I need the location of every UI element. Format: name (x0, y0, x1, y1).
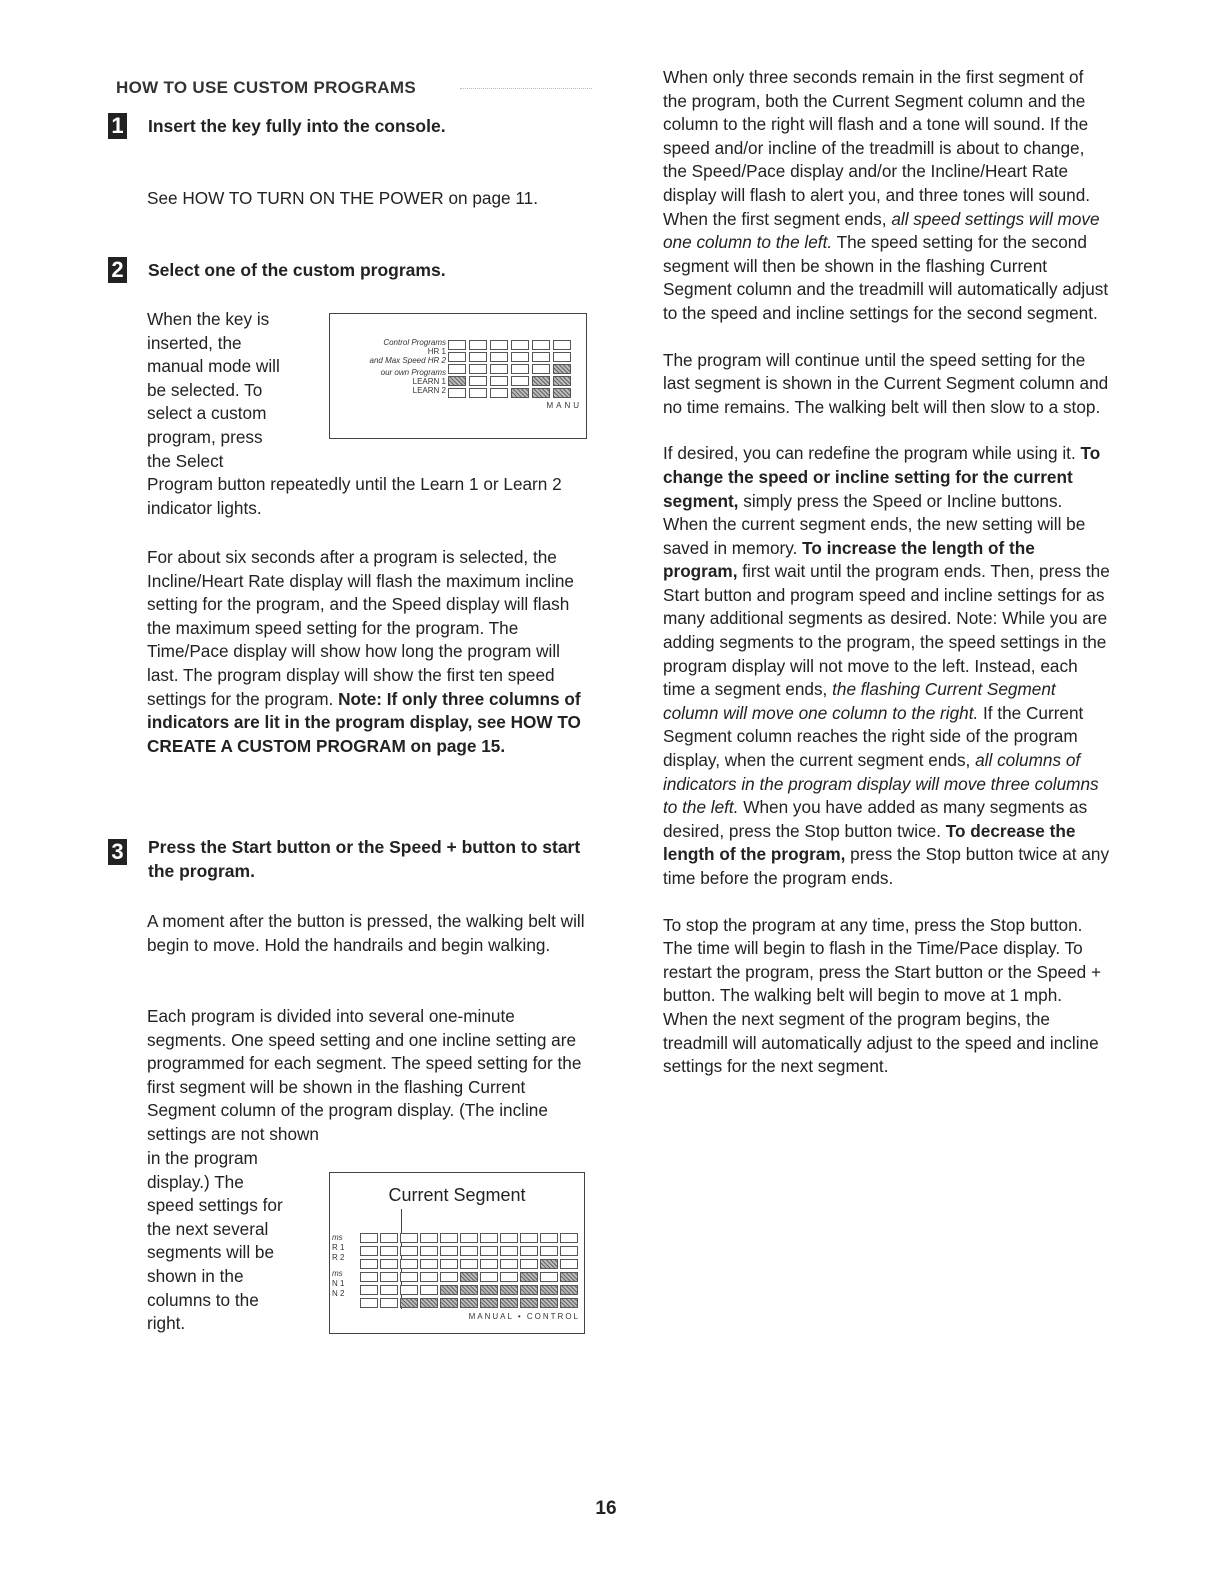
figure-2-label: N 1 (332, 1279, 345, 1288)
heading-rule (460, 88, 592, 89)
figure-2-label: N 2 (332, 1289, 345, 1298)
step-2-note: Note: If only three columns of indicators are lit in the program display, see HOW TO CREATE A CUSTOM PROGRAM on page 15. (147, 688, 581, 756)
right-paragraph-1 (663, 66, 1111, 326)
wrap-line: in the program (147, 1148, 258, 1168)
wrap-line: manual mode will (147, 356, 280, 377)
wrap-line: inserted, the (147, 332, 242, 353)
wrap-line: right. (147, 1313, 186, 1334)
figure-1-row (448, 340, 571, 350)
text: When only three seconds remain in the first segment of the program, both the Current Segment column and the column to the right will flash and a tone will sound. If the speed and/or incline of the treadmill is about to change, the Speed/Pace display and/or the Incline/Heart Rate display will flash to alert you, and three tones will sound. When the first segment ends, (663, 67, 1091, 229)
italic-text: all speed settings will move one column to the left. (663, 208, 1100, 253)
step-2-title: Select one of the custom programs. (148, 260, 446, 280)
figure-1-label: our own Programs (380, 368, 446, 377)
wrap-line: speed settings for (147, 1195, 283, 1216)
figure-1-label: LEARN 1 (412, 377, 446, 386)
wrap-line: select a custom (147, 403, 267, 424)
right-column (663, 66, 1111, 1079)
step-2-wrap-text (147, 308, 322, 473)
figure-1-label: Control Programs (383, 338, 446, 347)
wrap-line: display.) The (147, 1171, 244, 1192)
wrap-line: the Select (147, 450, 224, 471)
italic-text: all columns of indicators in the program display will move three columns to the left. (663, 750, 1099, 818)
wrap-line: shown in the (147, 1265, 244, 1286)
figure-2-footer: MANUAL • CONTROL (468, 1312, 580, 1321)
figure-2-label: R 1 (332, 1243, 345, 1252)
text: The speed setting for the second segment will then be shown in the flashing Current Segment column and the treadmill will automatically adjust to the speed and incline settings for the second segment. (663, 232, 1109, 323)
figure-1-label: and Max Speed HR 2 (369, 356, 446, 365)
figure-1-row (448, 388, 571, 398)
text: simply press the Speed or Incline buttons. When the current segment ends, the new setting will be saved in memory. (663, 490, 1086, 558)
figure-2-row (360, 1272, 578, 1282)
bold-text: To decrease the length of the program, (663, 820, 1076, 865)
figure-2-row (360, 1298, 578, 1308)
bold-text: To increase the length of the program, (663, 537, 1035, 582)
figure-2-label: ms (332, 1269, 343, 1278)
right-paragraph-4: To stop the program at any time, press the Stop button. The time will begin to flash in the Time/Pace display. To restart the program, press the Start button or the Speed + button. The walking belt will begin to move at 1 mph. When the next segment of the program begins, the treadmill will automatically adjust to the speed and incline settings for the next segment. (663, 914, 1102, 1077)
bold-text: To change the speed or incline setting for the current segment, (663, 443, 1101, 511)
figure-2-row (360, 1259, 578, 1269)
figure-1-row (448, 364, 571, 374)
text: If the Current Segment column reaches the right side of the program display, when the current segment ends, (663, 702, 1084, 771)
wrap-line: be selected. To (147, 379, 263, 400)
right-paragraph-2: The program will continue until the speed setting for the last segment is shown in the Current Segment column and no time remains. The walking belt will then slow to a stop. (663, 349, 1109, 417)
step-2-paragraph-text: For about six seconds after a program is selected, the Incline/Heart Rate display will flash the maximum incline setting for the program, and the Speed display will flash the maximum speed setting for the program. The Time/Pace display will show how long the program will last. The program display will show the first ten speed settings for the program. (147, 547, 574, 709)
section-title: HOW TO USE CUSTOM PROGRAMS (116, 78, 416, 97)
wrap-line: program, press (147, 426, 263, 447)
wrap-line: segments will be (147, 1242, 275, 1263)
figure-2-row (360, 1233, 578, 1243)
text: If desired, you can redefine the program while using it. (663, 443, 1081, 464)
wrap-line: the next several (147, 1218, 269, 1239)
text: When you have added as many segments as desired, press the Stop button twice. (663, 797, 1088, 841)
right-paragraph-3 (663, 442, 1111, 890)
page-number: 16 (595, 1498, 617, 1519)
step-1-title: Insert the key fully into the console. (148, 116, 446, 136)
step-3-paragraph-1: A moment after the button is pressed, the walking belt will begin to move. Hold the handrails and begin walking. (147, 911, 585, 955)
figure-2-label: R 2 (332, 1253, 345, 1262)
text: press the Stop button twice at any time before the program ends. (663, 844, 1110, 888)
figure-1-label: HR 1 (427, 347, 446, 356)
step-3-title: Press the Start button or the Speed + button to start the program. (148, 837, 581, 881)
step-3-number: 3 (108, 839, 127, 865)
figure-1-row (448, 352, 571, 362)
italic-text: the flashing Current Segment column will move one column to the right. (663, 679, 1056, 723)
figure-1-label: LEARN 2 (412, 386, 446, 395)
figure-2-row (360, 1246, 578, 1256)
figure-2-label: ms (332, 1233, 343, 1242)
step-2-tail: Program button repeatedly until the Learn 1 or Learn 2 indicator lights. (147, 474, 562, 518)
step-1-body: See HOW TO TURN ON THE POWER on page 11. (147, 188, 538, 208)
step-3-wrap-text (147, 1147, 322, 1336)
step-1-number: 1 (108, 113, 127, 139)
figure-2-title: Current Segment (388, 1185, 526, 1205)
figure-1-footer: MANU (546, 401, 582, 410)
program-display-figure-2 (329, 1172, 585, 1334)
wrap-line: When the key is (147, 309, 270, 329)
figure-1-row (448, 376, 571, 386)
step-2-paragraph (147, 546, 592, 758)
wrap-line: columns to the (147, 1289, 259, 1310)
step-3-paragraph-2: Each program is divided into several one-minute segments. One speed setting and one incline setting are programmed for each segment. The speed setting for the first segment will be shown in the flashing Current Segment column of the program display. (The incline settings are not shown (147, 1006, 582, 1144)
program-display-figure-1 (329, 313, 587, 439)
step-2-number: 2 (108, 257, 127, 283)
figure-2-row (360, 1285, 578, 1295)
text: first wait until the program ends. Then, press the Start button and program speed and incline settings for as many additional segments as desired. Note: While you are adding segments to the program, the speed settings in the program display will not move to the left. Instead, each time a segment ends, (663, 561, 1110, 700)
